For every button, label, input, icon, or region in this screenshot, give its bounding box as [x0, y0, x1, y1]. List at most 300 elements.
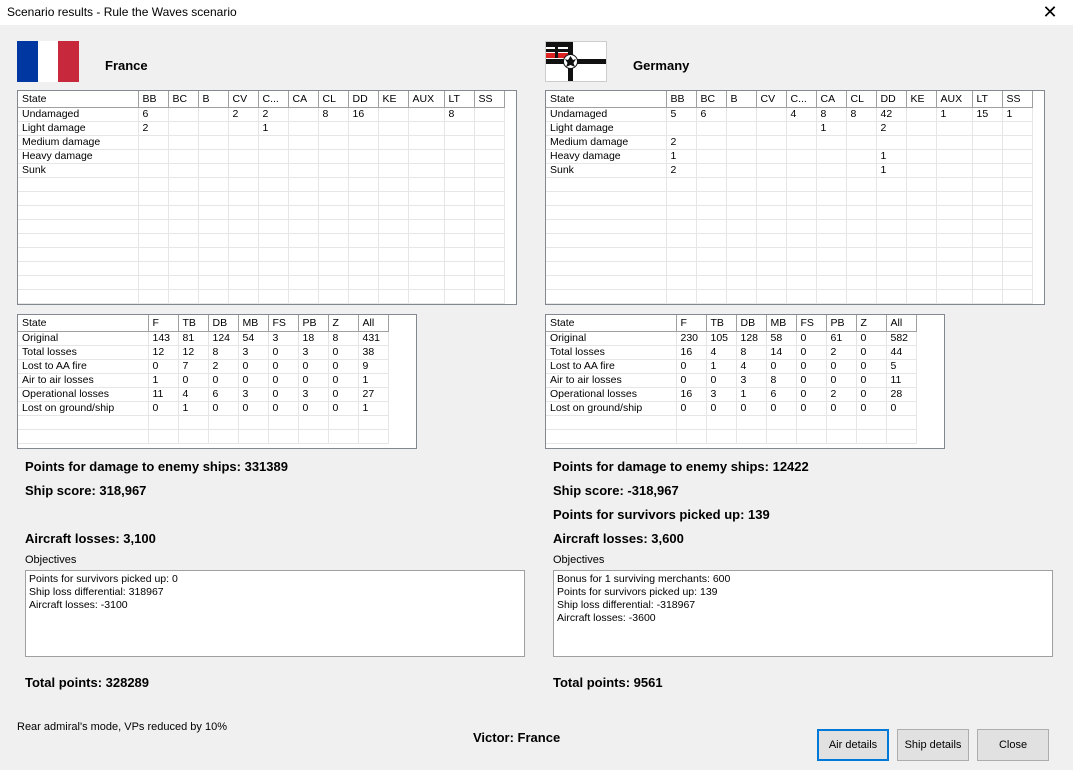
table-row[interactable] [18, 149, 504, 163]
table-cell [696, 135, 726, 149]
table-cell [816, 205, 846, 219]
table-row[interactable] [546, 247, 1032, 261]
table-cell: 0 [706, 373, 736, 387]
table-cell [348, 121, 378, 135]
objective-item: Points for survivors picked up: 139 [557, 586, 718, 598]
table-cell [906, 135, 936, 149]
column-header[interactable]: AUX [936, 91, 972, 107]
column-header[interactable]: BB [666, 91, 696, 107]
table-cell [228, 149, 258, 163]
table-cell [696, 289, 726, 303]
column-header[interactable]: LT [972, 91, 1002, 107]
column-header[interactable]: State [18, 91, 138, 107]
table-cell: Undamaged [546, 107, 666, 121]
table-cell [288, 219, 318, 233]
table-cell [474, 247, 504, 261]
table-cell: 0 [208, 401, 238, 415]
table-row[interactable] [18, 121, 504, 135]
table-cell: 3 [238, 345, 268, 359]
table-row[interactable] [546, 121, 1032, 135]
table-cell [474, 135, 504, 149]
table-cell [972, 261, 1002, 275]
table-cell [886, 415, 916, 429]
table-cell [546, 289, 666, 303]
table-row[interactable] [18, 331, 388, 345]
table-cell: 0 [208, 373, 238, 387]
table-row[interactable] [546, 401, 916, 415]
table-row[interactable] [546, 233, 1032, 247]
table-cell [288, 275, 318, 289]
left-objectives-label: Objectives [25, 554, 77, 566]
table-cell [228, 163, 258, 177]
table-cell [846, 191, 876, 205]
table-cell [726, 233, 756, 247]
table-cell: 3 [298, 345, 328, 359]
table-cell: 582 [886, 331, 916, 345]
table-cell: 81 [178, 331, 208, 345]
table-cell [318, 275, 348, 289]
table-cell [546, 275, 666, 289]
table-cell [198, 261, 228, 275]
table-cell: 18 [298, 331, 328, 345]
table-row[interactable] [546, 359, 916, 373]
table-cell [408, 289, 444, 303]
table-cell: Undamaged [18, 107, 138, 121]
right-ship-score: Ship score: -318,967 [553, 483, 679, 498]
table-row[interactable] [18, 107, 504, 121]
table-cell [358, 429, 388, 443]
table-cell [288, 149, 318, 163]
table-cell: 2 [666, 135, 696, 149]
table-cell [756, 177, 786, 191]
table-cell [138, 275, 168, 289]
table-row[interactable] [18, 429, 388, 443]
table-cell [846, 121, 876, 135]
table-cell [168, 233, 198, 247]
table-row[interactable] [546, 149, 1032, 163]
table-cell [846, 261, 876, 275]
column-header[interactable]: F [676, 315, 706, 331]
column-header[interactable]: TB [706, 315, 736, 331]
table-cell: 0 [268, 401, 298, 415]
table-cell [766, 429, 796, 443]
table-cell [474, 191, 504, 205]
table-row[interactable] [18, 401, 388, 415]
table-row[interactable] [546, 429, 916, 443]
table-cell: 4 [786, 107, 816, 121]
table-cell [666, 205, 696, 219]
table-cell: 0 [676, 359, 706, 373]
table-cell [906, 149, 936, 163]
table-row[interactable] [546, 205, 1032, 219]
table-cell [676, 429, 706, 443]
ship-details-button[interactable]: Ship details [897, 729, 969, 761]
table-cell [816, 219, 846, 233]
table-cell [378, 219, 408, 233]
column-header[interactable]: SS [474, 91, 504, 107]
table-cell [726, 219, 756, 233]
table-cell: 11 [886, 373, 916, 387]
table-cell [288, 177, 318, 191]
table-cell [726, 205, 756, 219]
table-cell: 1 [706, 359, 736, 373]
table-cell [546, 247, 666, 261]
left-ship-grid[interactable] [17, 90, 517, 305]
column-header[interactable]: CV [756, 91, 786, 107]
table-cell [546, 233, 666, 247]
table-cell [348, 219, 378, 233]
table-cell [198, 107, 228, 121]
column-header[interactable]: C... [786, 91, 816, 107]
left-total-points: Total points: 328289 [25, 675, 150, 690]
table-cell [846, 233, 876, 247]
table-cell [318, 191, 348, 205]
table-cell [474, 289, 504, 303]
table-cell [906, 121, 936, 135]
table-row[interactable] [546, 135, 1032, 149]
column-header[interactable]: PB [298, 315, 328, 331]
table-cell: 1 [936, 107, 972, 121]
table-row[interactable] [546, 107, 1032, 121]
table-row[interactable] [546, 275, 1032, 289]
table-cell [168, 205, 198, 219]
table-cell: 6 [208, 387, 238, 401]
column-header[interactable]: PB [826, 315, 856, 331]
table-cell [358, 415, 388, 429]
table-cell [408, 163, 444, 177]
table-cell [936, 275, 972, 289]
table-cell [444, 289, 474, 303]
column-header[interactable]: State [546, 315, 676, 331]
column-header[interactable]: BC [168, 91, 198, 107]
table-cell [972, 177, 1002, 191]
table-row[interactable] [18, 177, 504, 191]
table-cell [886, 429, 916, 443]
table-cell [138, 135, 168, 149]
table-cell [288, 247, 318, 261]
table-row[interactable] [546, 373, 916, 387]
table-cell [258, 205, 288, 219]
table-cell [936, 247, 972, 261]
table-cell: Heavy damage [546, 149, 666, 163]
table-cell: 0 [268, 359, 298, 373]
table-row[interactable] [18, 135, 504, 149]
table-cell [318, 289, 348, 303]
table-row[interactable] [546, 177, 1032, 191]
table-cell [408, 219, 444, 233]
table-cell [198, 163, 228, 177]
table-cell [444, 177, 474, 191]
column-header[interactable]: FS [796, 315, 826, 331]
table-cell [138, 247, 168, 261]
table-cell [288, 163, 318, 177]
table-cell [474, 163, 504, 177]
table-cell [408, 135, 444, 149]
table-cell: 8 [766, 373, 796, 387]
table-cell [258, 135, 288, 149]
right-ship-grid[interactable] [545, 90, 1045, 305]
table-cell [972, 289, 1002, 303]
table-row[interactable] [18, 359, 388, 373]
table-cell [378, 163, 408, 177]
table-cell [1002, 261, 1032, 275]
table-cell: Lost on ground/ship [546, 401, 676, 415]
table-cell [18, 205, 138, 219]
table-row[interactable] [546, 289, 1032, 303]
table-cell [268, 415, 298, 429]
table-cell: 8 [846, 107, 876, 121]
table-cell: 128 [736, 331, 766, 345]
table-cell [138, 289, 168, 303]
table-cell: 2 [826, 387, 856, 401]
table-cell: 12 [178, 345, 208, 359]
table-cell [706, 429, 736, 443]
table-cell [198, 121, 228, 135]
table-cell [474, 275, 504, 289]
table-cell: 58 [766, 331, 796, 345]
table-cell [936, 177, 972, 191]
table-cell [288, 121, 318, 135]
table-cell [876, 289, 906, 303]
table-cell [258, 247, 288, 261]
table-row[interactable] [546, 345, 916, 359]
table-cell [786, 121, 816, 135]
table-cell: 4 [736, 359, 766, 373]
table-cell: 8 [736, 345, 766, 359]
window-title: Scenario results - Rule the Waves scenario [7, 5, 237, 19]
table-cell: 3 [298, 387, 328, 401]
left-objectives-list[interactable] [25, 570, 525, 657]
table-row[interactable] [546, 191, 1032, 205]
column-header[interactable]: TB [178, 315, 208, 331]
column-header[interactable]: BC [696, 91, 726, 107]
close-button[interactable]: Close [977, 729, 1049, 761]
table-cell [228, 219, 258, 233]
table-cell [546, 429, 676, 443]
column-header[interactable]: DD [876, 91, 906, 107]
table-cell [726, 289, 756, 303]
table-row[interactable] [18, 247, 504, 261]
table-cell [298, 429, 328, 443]
column-header[interactable]: BB [138, 91, 168, 107]
table-cell [726, 261, 756, 275]
table-cell: 0 [676, 373, 706, 387]
table-cell [474, 149, 504, 163]
table-cell: 0 [148, 359, 178, 373]
table-cell [18, 429, 148, 443]
table-cell [408, 261, 444, 275]
objective-item: Aircraft losses: -3600 [557, 612, 656, 624]
table-cell [444, 191, 474, 205]
table-cell [876, 261, 906, 275]
left-aircraft-losses: Aircraft losses: 3,100 [25, 531, 156, 546]
table-cell: 8 [444, 107, 474, 121]
table-cell [258, 163, 288, 177]
table-cell: 16 [676, 345, 706, 359]
close-icon[interactable]: ✕ [1042, 2, 1058, 22]
table-cell [786, 289, 816, 303]
column-header[interactable]: CL [318, 91, 348, 107]
table-row[interactable] [18, 163, 504, 177]
table-cell [168, 107, 198, 121]
column-header[interactable]: Z [856, 315, 886, 331]
table-cell [168, 135, 198, 149]
table-cell [786, 219, 816, 233]
table-cell [408, 247, 444, 261]
table-cell [444, 121, 474, 135]
table-row[interactable] [546, 163, 1032, 177]
table-row[interactable] [18, 233, 504, 247]
objective-item: Points for survivors picked up: 0 [29, 573, 178, 585]
table-cell: Lost to AA fire [18, 359, 148, 373]
left-air-grid[interactable] [17, 314, 417, 449]
table-cell [444, 233, 474, 247]
table-cell [318, 135, 348, 149]
column-header[interactable]: LT [444, 91, 474, 107]
table-cell: Sunk [18, 163, 138, 177]
table-cell: 12 [148, 345, 178, 359]
column-header[interactable]: Z [328, 315, 358, 331]
column-header[interactable]: CL [846, 91, 876, 107]
column-header[interactable]: CA [288, 91, 318, 107]
table-cell [816, 233, 846, 247]
table-cell: 0 [796, 373, 826, 387]
column-header[interactable]: MB [238, 315, 268, 331]
column-header[interactable]: B [198, 91, 228, 107]
column-header[interactable]: DB [208, 315, 238, 331]
column-header[interactable]: F [148, 315, 178, 331]
column-header[interactable]: KE [906, 91, 936, 107]
table-cell: 27 [358, 387, 388, 401]
table-cell [786, 247, 816, 261]
column-header[interactable]: C... [258, 91, 288, 107]
column-header[interactable]: DB [736, 315, 766, 331]
table-row[interactable] [18, 415, 388, 429]
table-row[interactable] [18, 387, 388, 401]
table-cell: 7 [178, 359, 208, 373]
table-cell [408, 233, 444, 247]
table-row[interactable] [18, 345, 388, 359]
table-row[interactable] [18, 373, 388, 387]
table-cell [474, 261, 504, 275]
table-cell: Total losses [546, 345, 676, 359]
table-cell [138, 205, 168, 219]
table-cell [756, 289, 786, 303]
column-header[interactable]: FS [268, 315, 298, 331]
column-header[interactable]: KE [378, 91, 408, 107]
table-cell: Medium damage [18, 135, 138, 149]
table-cell: 3 [736, 373, 766, 387]
table-cell [18, 261, 138, 275]
table-cell [936, 163, 972, 177]
table-row[interactable] [546, 331, 916, 345]
column-header[interactable]: All [886, 315, 916, 331]
right-air-grid[interactable] [545, 314, 945, 449]
table-cell: 0 [856, 359, 886, 373]
table-row[interactable] [546, 219, 1032, 233]
table-cell [348, 163, 378, 177]
table-cell [756, 121, 786, 135]
table-cell: 11 [148, 387, 178, 401]
table-cell [318, 261, 348, 275]
table-cell [318, 247, 348, 261]
table-row[interactable] [546, 415, 916, 429]
table-cell [228, 247, 258, 261]
table-cell: 61 [826, 331, 856, 345]
column-header[interactable]: MB [766, 315, 796, 331]
table-cell [288, 191, 318, 205]
table-cell: 42 [876, 107, 906, 121]
column-header[interactable]: B [726, 91, 756, 107]
column-header[interactable]: AUX [408, 91, 444, 107]
table-cell [936, 289, 972, 303]
table-row[interactable] [18, 219, 504, 233]
table-cell: Operational losses [546, 387, 676, 401]
table-cell [348, 261, 378, 275]
table-cell [816, 177, 846, 191]
table-cell: Air to air losses [18, 373, 148, 387]
table-cell [168, 191, 198, 205]
table-cell: 0 [328, 401, 358, 415]
table-cell [258, 191, 288, 205]
table-cell [1002, 247, 1032, 261]
table-cell: 8 [816, 107, 846, 121]
table-cell: 0 [856, 331, 886, 345]
table-row[interactable] [18, 191, 504, 205]
table-cell [796, 429, 826, 443]
table-cell [228, 275, 258, 289]
table-cell [378, 261, 408, 275]
table-cell [786, 177, 816, 191]
air-details-button[interactable]: Air details [817, 729, 889, 761]
table-cell [328, 429, 358, 443]
table-cell [258, 289, 288, 303]
table-cell [816, 247, 846, 261]
table-cell: Air to air losses [546, 373, 676, 387]
table-row[interactable] [18, 261, 504, 275]
column-header[interactable]: DD [348, 91, 378, 107]
table-cell [288, 289, 318, 303]
column-header[interactable]: CV [228, 91, 258, 107]
column-header[interactable]: SS [1002, 91, 1032, 107]
table-cell: 54 [238, 331, 268, 345]
table-cell [786, 205, 816, 219]
table-row[interactable] [18, 205, 504, 219]
table-row[interactable] [18, 289, 504, 303]
table-cell: 0 [298, 359, 328, 373]
column-header[interactable]: State [546, 91, 666, 107]
column-header[interactable]: CA [816, 91, 846, 107]
column-header[interactable]: All [358, 315, 388, 331]
table-cell: 0 [886, 401, 916, 415]
table-cell: Operational losses [18, 387, 148, 401]
table-row[interactable] [546, 387, 916, 401]
table-cell: 8 [328, 331, 358, 345]
table-cell [138, 233, 168, 247]
table-cell: 1 [736, 387, 766, 401]
table-cell: 2 [208, 359, 238, 373]
table-cell: 28 [886, 387, 916, 401]
table-row[interactable] [18, 275, 504, 289]
right-objectives-list[interactable] [553, 570, 1053, 657]
table-cell: 2 [258, 107, 288, 121]
table-cell: 0 [796, 387, 826, 401]
table-row[interactable] [546, 261, 1032, 275]
table-cell [298, 415, 328, 429]
table-cell [816, 261, 846, 275]
table-cell: 2 [138, 121, 168, 135]
column-header[interactable]: State [18, 315, 148, 331]
